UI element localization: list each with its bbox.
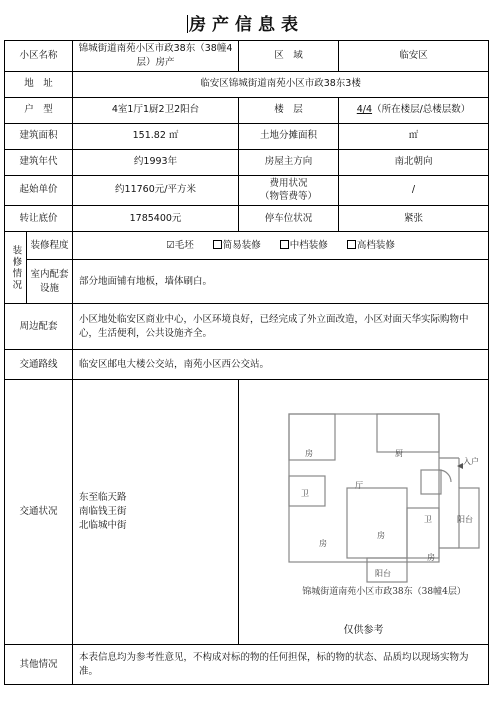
floor-label: 楼 层 [239,97,339,123]
floorplan-entry-label: 入户 [463,457,480,467]
table-row [5,260,489,304]
table-row [5,41,489,72]
fee-label [239,175,339,206]
community-value: 锦城街道南苑小区市政38东（38幢4层）房产 [73,41,239,72]
table-row [5,350,489,380]
traffic-south: 南临钱王街 [79,506,127,518]
land-area-label: 土地分摊面积 [239,123,339,149]
unit-price-label: 起始单价 [5,175,73,206]
table-row [5,149,489,175]
surround-label: 周边配套 [5,304,73,350]
orientation-value: 南北朝向 [339,149,489,175]
fee-label-line1: 费用状况 [269,177,308,189]
decor-level-label: 装修程度 [27,232,73,260]
decor-option-simple[interactable]: 简易装修 [213,239,261,253]
floorplan-room-label: 阳台 [375,569,392,579]
table-row [5,304,489,350]
community-label: 小区名称 [5,41,73,72]
year-label: 建筑年代 [5,149,73,175]
table-row [5,206,489,232]
build-area-label: 建筑面积 [5,123,73,149]
decor-option-mid[interactable]: 中档装修 [280,239,328,253]
other-value: 本表信息均为参考性意见，不构成对标的物的任何担保，标的物的状态、品质均以现场实物为准。 [73,645,489,685]
floorplan-room-label: 房 [427,553,436,563]
checkbox-icon [213,240,222,249]
floorplan-caption: 锦城街道南苑小区市政38东（38幢4层） [302,587,466,598]
floorplan-room-label: 卫 [301,489,310,499]
price-value: 1785400元 [73,206,239,232]
floorplan-ref: 仅供参考 [343,624,384,636]
traffic-value [73,380,239,645]
decor-option-rough[interactable]: ☑毛坯 [166,239,194,251]
checkbox-icon [347,240,356,249]
table-row [5,380,489,645]
decor-group-label: 装修情况 [5,232,27,304]
table-row [5,71,489,97]
table-row [5,232,489,260]
floor-value-cell [339,97,489,123]
floorplan-cell [239,380,489,645]
area-label: 区 域 [239,41,339,72]
floor-value: 4/4 [356,104,373,116]
checkbox-icon [280,240,289,249]
parking-label: 停车位状况 [239,206,339,232]
floorplan-room-label: 房 [377,531,386,541]
transit-label: 交通路线 [5,350,73,380]
floorplan-room-label: 阳台 [457,515,474,525]
floorplan-room-label: 厅 [355,481,364,491]
facilities-value: 部分地面铺有地板，墙体刷白。 [73,260,489,304]
table-row [5,97,489,123]
property-info-table [4,40,489,685]
table-row [5,175,489,206]
decor-options [73,232,489,260]
price-label: 转让底价 [5,206,73,232]
traffic-label: 交通状况 [5,380,73,645]
parking-value: 紧张 [339,206,489,232]
surround-value: 小区地处临安区商业中心，小区环境良好，已经完成了外立面改造，小区对面天华实际购物中心，生活便利，公共设施齐全。 [73,304,489,350]
traffic-north: 北临城中街 [79,519,127,531]
floorplan-room-label: 房 [319,539,328,549]
other-label: 其他情况 [5,645,73,685]
floorplan-room-label: 卫 [424,515,433,525]
unit-price-value: 约11760元/平方米 [73,175,239,206]
decor-option-high[interactable]: 高档装修 [347,239,395,253]
table-row [5,123,489,149]
land-area-value: ㎡ [339,123,489,149]
fee-label-line2: （物管费等） [260,191,318,203]
facilities-label: 室内配套设施 [27,260,73,304]
floor-note: （所在楼层/总楼层数） [372,104,471,116]
build-area-value: 151.82 ㎡ [73,123,239,149]
address-value: 临安区锦城街道南苑小区市政38东3楼 [73,71,489,97]
page-title: 房产信息表 [189,15,304,35]
table-row [5,645,489,685]
floorplan-room-label: 厨 [395,449,404,459]
fee-value: / [339,175,489,206]
layout-label: 户 型 [5,97,73,123]
layout-value: 4室1厅1厨2卫2阳台 [73,97,239,123]
orientation-label: 房屋主方向 [239,149,339,175]
floorplan-image [285,410,481,588]
year-value: 约1993年 [73,149,239,175]
transit-value: 临安区邮电大楼公交站，南苑小区西公交站。 [73,350,489,380]
address-label: 地 址 [5,71,73,97]
area-value: 临安区 [339,41,489,72]
traffic-east: 东至临天路 [79,492,127,504]
floorplan-room-label: 房 [305,449,314,459]
